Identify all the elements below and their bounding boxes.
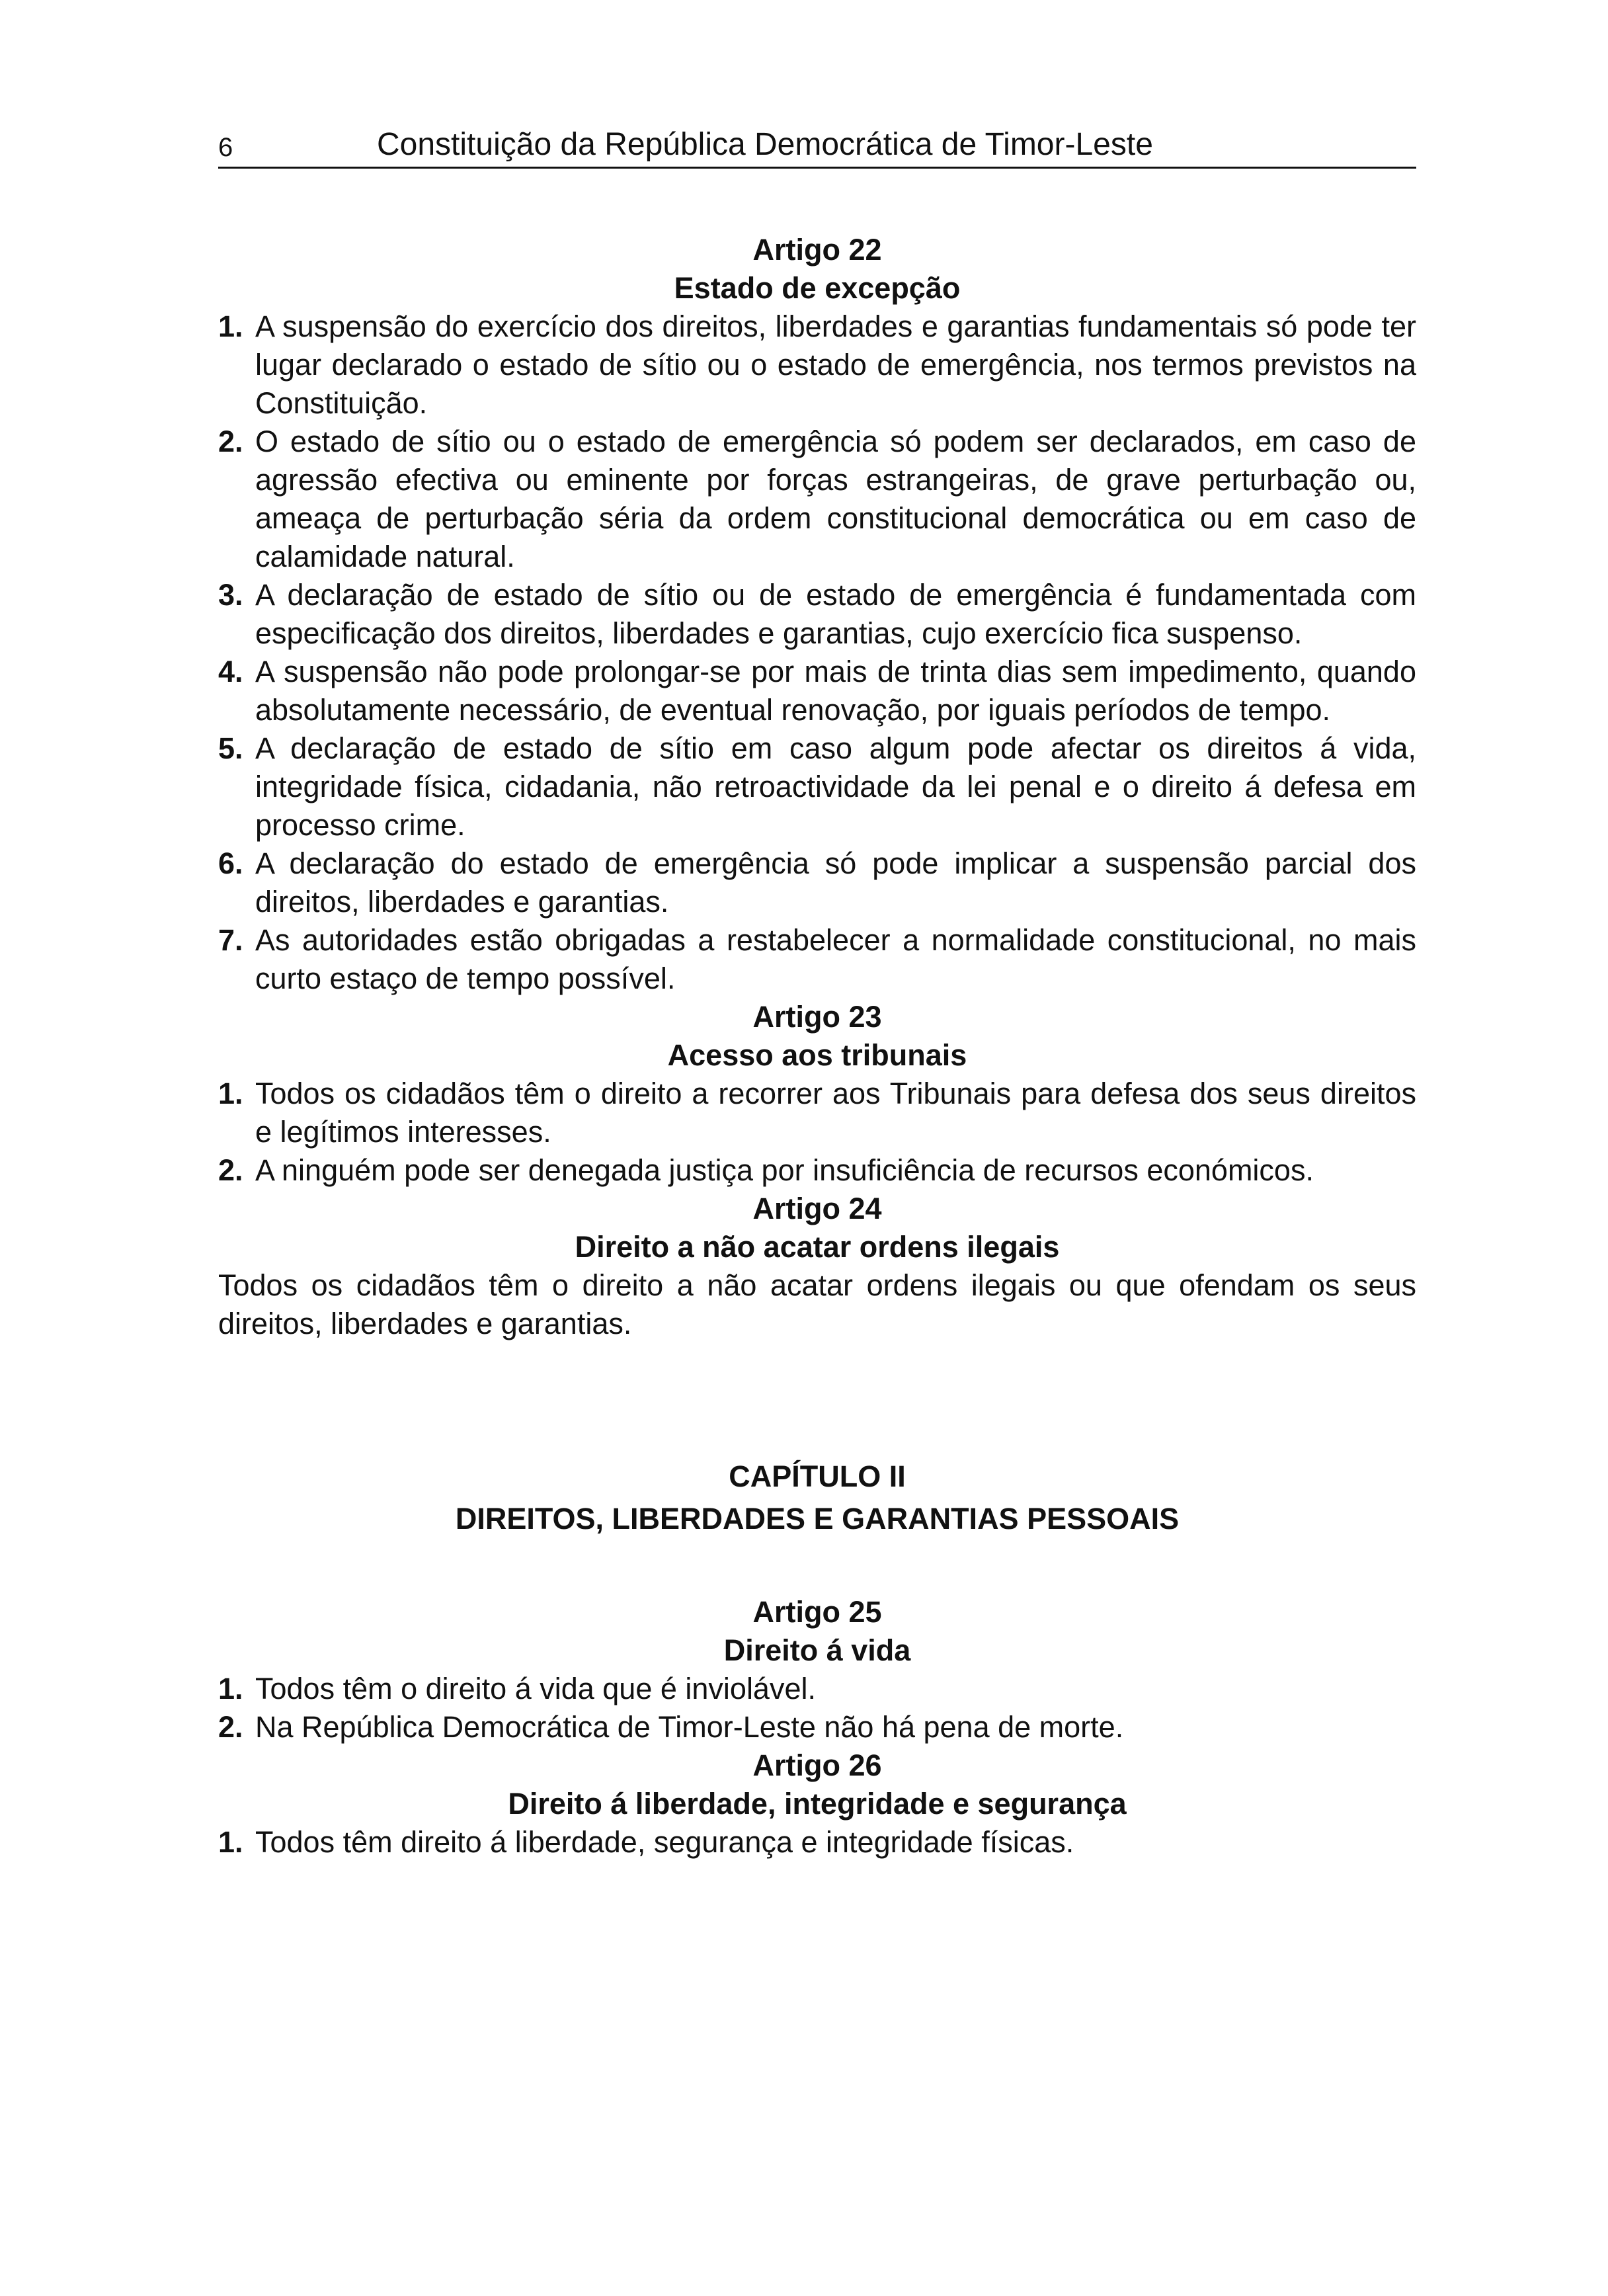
article-23: [218, 998, 1416, 1190]
item-text: A declaração do estado de emergência só pode implicar a suspensão parcial dos direitos, liberdades e garantias.: [255, 846, 1416, 919]
item-text: As autoridades estão obrigadas a restabelecer a normalidade constitucional, no mais curto estaço de tempo possível.: [255, 923, 1416, 995]
item-text: Todos têm direito á liberdade, segurança e integridade físicas.: [255, 1825, 1074, 1859]
item-text: Todos têm o direito á vida que é inviolável.: [255, 1672, 816, 1705]
item-number: 1.: [218, 1672, 243, 1705]
item-text: A suspensão não pode prolongar-se por mais de trinta dias sem impedimento, quando absolutamente necessário, de eventual renovação, por iguais períodos de tempo.: [255, 655, 1416, 727]
list-item: [218, 576, 1416, 653]
item-number: 3.: [218, 578, 243, 612]
article-items: [218, 1670, 1416, 1746]
list-item: [218, 729, 1416, 844]
item-text: Todos os cidadãos têm o direito a recorrer aos Tribunais para defesa dos seus direitos e legítimos interesses.: [255, 1077, 1416, 1149]
article-title: Direito á liberdade, integridade e segurança: [508, 1787, 1127, 1821]
item-number: 2.: [218, 425, 243, 458]
item-text: A ninguém pode ser denegada justiça por insuficiência de recursos económicos.: [255, 1153, 1314, 1187]
article-title: Acesso aos tribunais: [667, 1038, 967, 1072]
list-item: [218, 1708, 1416, 1746]
list-item: [218, 653, 1416, 729]
article-items: [218, 1823, 1416, 1862]
article-26: [218, 1746, 1416, 1862]
chapter-heading: [218, 1456, 1416, 1540]
running-header: [218, 126, 1416, 169]
article-number: Artigo 25: [752, 1595, 882, 1629]
chapter-label: CAPÍTULO II: [729, 1459, 906, 1493]
item-text: A suspensão do exercício dos direitos, liberdades e garantias fundamentais só pode ter lugar declarado o estado de sítio ou o estado de emergência, nos termos previstos na Constituição.: [255, 309, 1416, 420]
item-text: A declaração de estado de sítio em caso algum pode afectar os direitos á vida, integridade física, cidadania, não retroactividade da lei penal e o direito á defesa em processo crime.: [255, 731, 1416, 842]
article-25: [218, 1593, 1416, 1746]
list-item: [218, 844, 1416, 921]
list-item: [218, 308, 1416, 423]
list-item: [218, 1823, 1416, 1862]
item-text: A declaração de estado de sítio ou de estado de emergência é fundamentada com especificação dos direitos, liberdades e garantias, cujo exercício fica suspenso.: [255, 578, 1416, 650]
page-number: 6: [218, 133, 233, 162]
article-number: Artigo 22: [752, 233, 882, 266]
article-text: Todos os cidadãos têm o direito a não acatar ordens ilegais ou que ofendam os seus direitos, liberdades e garantias.: [218, 1268, 1416, 1340]
article-number: Artigo 26: [752, 1748, 882, 1782]
article-items: [218, 308, 1416, 998]
article-22: [218, 231, 1416, 998]
header-title: Constituição da República Democrática de Timor-Leste: [377, 127, 1153, 162]
item-number: 4.: [218, 655, 243, 688]
article-24: [218, 1190, 1416, 1343]
item-number: 6.: [218, 846, 243, 880]
article-number: Artigo 23: [752, 1000, 882, 1034]
article-number: Artigo 24: [752, 1192, 882, 1225]
list-item: [218, 921, 1416, 998]
chapter-title: DIREITOS, LIBERDADES E GARANTIAS PESSOAIS: [455, 1502, 1180, 1536]
item-number: 5.: [218, 731, 243, 765]
item-text: Na República Democrática de Timor-Leste não há pena de morte.: [255, 1710, 1124, 1744]
item-number: 7.: [218, 923, 243, 957]
item-number: 1.: [218, 1077, 243, 1110]
article-items: [218, 1075, 1416, 1190]
list-item: [218, 423, 1416, 576]
item-number: 1.: [218, 309, 243, 343]
item-number: 1.: [218, 1825, 243, 1859]
article-title: Direito á vida: [723, 1633, 911, 1667]
article-title: Direito a não acatar ordens ilegais: [575, 1230, 1060, 1264]
list-item: [218, 1151, 1416, 1190]
list-item: [218, 1075, 1416, 1151]
item-text: O estado de sítio ou o estado de emergência só podem ser declarados, em caso de agressão efectiva ou eminente por forças estrangeiras, de grave perturbação ou, ameaça de perturbação séria da ordem constitucional democrática ou em caso de calamidade natural.: [255, 425, 1416, 573]
item-number: 2.: [218, 1710, 243, 1744]
item-number: 2.: [218, 1153, 243, 1187]
list-item: [218, 1670, 1416, 1708]
article-title: Estado de excepção: [674, 271, 961, 305]
